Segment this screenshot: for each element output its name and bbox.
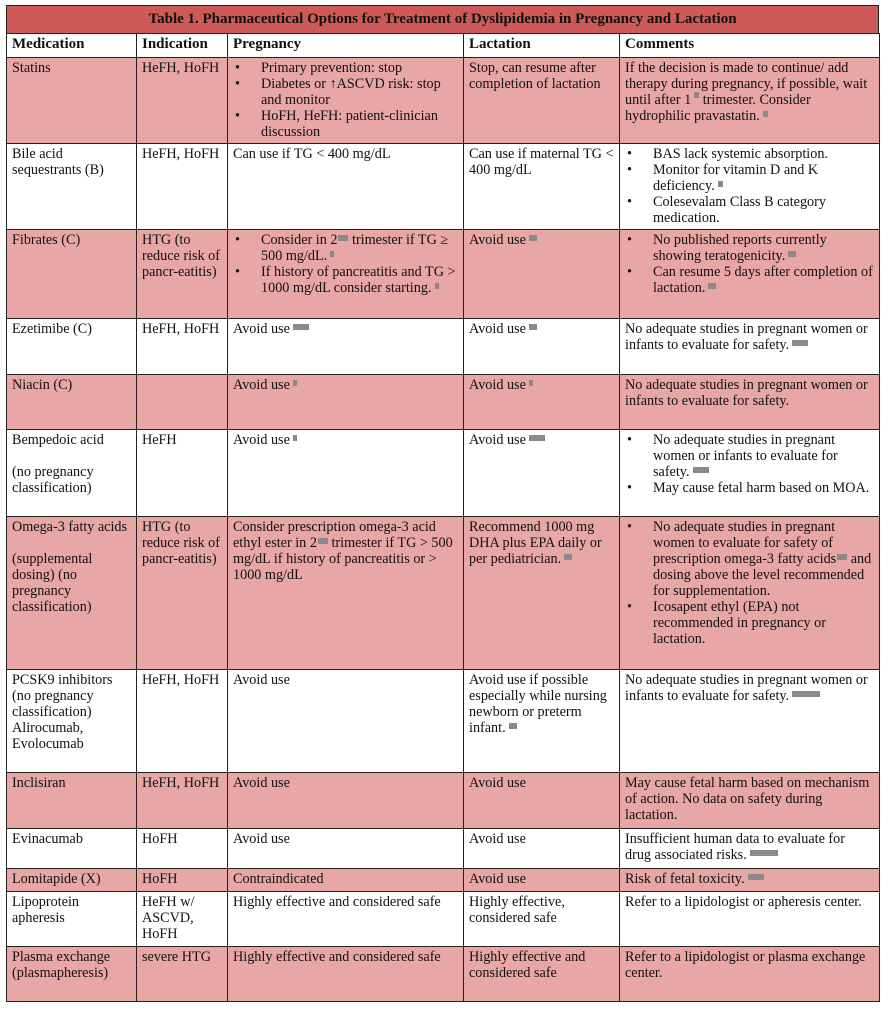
bullet-text: May cause fetal harm based on MOA. [653,480,870,496]
comment-text: Risk of fetal toxicity. [625,871,745,887]
bullet-text: Consider in 2 [261,232,338,248]
pregnancy-cell: Can use if TG < 400 mg/dL [228,144,464,230]
medication-name: Niacin (C) [12,377,73,393]
comments-cell [620,58,880,144]
comments-cell [620,829,880,869]
citation-mark [435,283,439,289]
comments-bullets [625,519,874,647]
header-row [7,34,880,58]
comment-text: trimester. Consider hydrophilic pravastatin. [625,92,811,124]
comments-bullets [625,432,874,496]
medication-name: Lomitapide (X) [12,871,101,887]
bullet-text: Colesevalam Class B category medication. [653,194,826,226]
comments-bullets [625,146,874,226]
citation-mark [693,467,709,473]
table-row-pcsk9-inhibitors [7,670,880,773]
bullet-item [625,162,874,194]
bullet-item [625,599,874,647]
medication-name: Bile acid sequestrants (B) [12,146,104,178]
indication-cell: HeFH w/ ASCVD, HoFH [137,892,228,947]
lactation-cell: Avoid use [464,869,620,892]
bullet-text: and dosing above the level recommended for supplementation. [653,551,872,599]
table-row-bempedoic-acid [7,430,880,517]
lactation-cell [464,430,620,517]
pharmaceutical-options-table [6,33,880,1002]
comment-text: No adequate studies in pregnant women or infants to evaluate for safety. [625,321,868,353]
pregnancy-cell [228,517,464,670]
lactation-cell: Avoid use [464,773,620,829]
pregnancy-text: trimester if TG > 500 mg/dL if history of pancreatitis or > 1000 mg/dL [233,535,453,583]
comments-cell [620,230,880,319]
bullet-item [625,432,874,480]
lactation-cell: Avoid use [464,829,620,869]
citation-mark [529,435,545,441]
citation-mark [792,691,820,697]
pregnancy-cell [228,430,464,517]
lactation-text: Avoid use [469,377,526,393]
table-row-statins [7,58,880,144]
lactation-cell: Can use if maternal TG < 400 mg/dL [464,144,620,230]
table-row-inclisiran [7,773,880,829]
indication-cell: HoFH [137,829,228,869]
medication-cell [7,829,137,869]
pregnancy-cell: Avoid use [228,773,464,829]
medication-classification: (supplemental dosing) (no pregnancy classification) [12,551,93,615]
citation-mark [748,874,764,880]
pregnancy-cell: Avoid use [228,670,464,773]
pregnancy-text: Avoid use [233,377,290,393]
medication-cell [7,144,137,230]
bullet-item [233,264,458,296]
table-row-ezetimibe [7,319,880,375]
bullet-text: No published reports currently showing teratogenicity. [653,232,827,264]
bullet-item [625,232,874,264]
lactation-cell [464,319,620,375]
citation-mark [718,181,723,187]
lactation-cell: Highly effective, considered safe [464,892,620,947]
medication-name: Lipoprotein apheresis [12,894,79,926]
indication-cell: HeFH, HoFH [137,144,228,230]
comments-cell [620,319,880,375]
bullet-item [625,480,874,496]
pregnancy-cell [228,319,464,375]
medication-cell [7,375,137,430]
bullet-text: Icosapent ethyl (EPA) not recommended in pregnancy or lactation. [653,599,826,647]
lactation-text: Avoid use [469,432,526,448]
header-medication: Medication [7,34,137,58]
pregnancy-cell: Highly effective and considered safe [228,892,464,947]
medication-name: Omega-3 fatty acids [12,519,128,535]
indication-cell: HeFH, HoFH [137,58,228,144]
bullet-text: No adequate studies in pregnant women to evaluate for safety of prescription omega-3 fatty acids [653,519,837,567]
comments-cell [620,144,880,230]
table-row-niacin [7,375,880,430]
medication-cell [7,230,137,319]
indication-cell: HoFH [137,869,228,892]
comments-cell [620,430,880,517]
bullet-item [625,264,874,296]
indication-cell: HTG (to reduce risk of pancr-eatitis) [137,230,228,319]
lactation-text: Avoid use [469,232,526,248]
medication-cell [7,670,137,773]
comments-cell: May cause fetal harm based on mechanism of action. No data on safety during lactation. [620,773,880,829]
citation-mark [529,235,537,241]
pregnancy-cell [228,58,464,144]
medication-cell [7,773,137,829]
comments-cell [620,670,880,773]
header-lactation: Lactation [464,34,620,58]
lactation-cell [464,517,620,670]
comment-text: Insufficient human data to evaluate for drug associated risks. [625,831,845,863]
indication-cell [137,375,228,430]
medication-cell [7,319,137,375]
bullet-text: No adequate studies in pregnant women or infants to evaluate for safety. [653,432,838,480]
indication-cell: HeFH, HoFH [137,773,228,829]
bullet-item [233,232,458,264]
comments-cell: Refer to a lipidologist or apheresis center. [620,892,880,947]
dyslipidemia-table-container [6,5,879,1002]
header-pregnancy: Pregnancy [228,34,464,58]
pregnancy-cell: Contraindicated [228,869,464,892]
citation-mark [788,251,796,257]
medication-name: Inclisiran [12,775,66,791]
comment-text: If the decision is made to continue/ add therapy during pregnancy, if possible, wait until after 1 [625,60,868,108]
medication-classification: (no pregnancy classification) [12,464,94,496]
lactation-cell: Highly effective and considered safe [464,947,620,1002]
medication-name: Ezetimibe (C) [12,321,92,337]
medication-cell [7,430,137,517]
bullet-text: If history of pancreatitis and TG > 1000 mg/dL consider starting. [261,264,456,296]
citation-mark [750,850,778,856]
bullet-text: Monitor for vitamin D and K deficiency. [653,162,819,194]
pregnancy-text: Avoid use [233,432,290,448]
citation-mark [837,554,847,560]
header-comments: Comments [620,34,880,58]
bullet-item [625,519,874,599]
indication-cell: HTG (to reduce risk of pancr-eatitis) [137,517,228,670]
indication-cell: HeFH, HoFH [137,319,228,375]
lactation-cell [464,670,620,773]
citation-mark [509,723,517,729]
lactation-cell: Stop, can resume after completion of lactation [464,58,620,144]
indication-cell: HeFH [137,430,228,517]
indication-cell: HeFH, HoFH [137,670,228,773]
pregnancy-text: Avoid use [233,321,290,337]
medication-cell [7,947,137,1002]
citation-mark [338,235,348,241]
pregnancy-cell [228,375,464,430]
bullet-item: • HoFH, HeFH: patient-clinician discussion [233,108,458,140]
table-row-evinacumab [7,829,880,869]
medication-cell [7,58,137,144]
table-row-bile-acid-sequestrants [7,144,880,230]
citation-mark [318,538,328,544]
citation-mark [330,251,334,257]
citation-mark [293,435,297,441]
table-row-omega-3 [7,517,880,670]
comments-cell [620,517,880,670]
table-row-fibrates [7,230,880,319]
citation-mark [763,111,768,117]
medication-cell [7,869,137,892]
indication-cell: severe HTG [137,947,228,1002]
table-title: Table 1. Pharmaceutical Options for Treatment of Dyslipidemia in Pregnancy and Lactation [6,5,879,33]
medication-name: Bempedoic acid [12,432,104,448]
citation-mark [708,283,716,289]
bullet-text: BAS lack systemic absorption. [653,146,828,162]
header-indication: Indication [137,34,228,58]
pregnancy-cell [228,230,464,319]
citation-mark [293,380,297,386]
medication-name: Evinacumab [12,831,83,847]
lactation-cell [464,375,620,430]
comments-cell: Refer to a lipidologist or plasma exchange center. [620,947,880,1002]
bullet-item: • Diabetes or ↑ASCVD risk: stop and monitor [233,76,458,108]
medication-name: Fibrates (C) [12,232,81,248]
comments-cell: No adequate studies in pregnant women or infants to evaluate for safety. [620,375,880,430]
bullet-text: trimester if TG ≥ 500 mg/dL. [261,232,449,264]
lactation-cell [464,230,620,319]
table-row-plasma-exchange [7,947,880,1002]
lactation-text: Avoid use if possible especially while nursing newborn or preterm infant. [469,672,607,736]
medication-name: Plasma exchange (plasmapheresis) [12,949,111,981]
table-row-lomitapide [7,869,880,892]
citation-mark [529,380,533,386]
citation-mark [293,324,309,330]
citation-mark [564,554,572,560]
citation-mark [792,340,808,346]
table-row-lipoprotein-apheresis [7,892,880,947]
medication-cell [7,517,137,670]
pregnancy-text: Consider prescription omega-3 acid ethyl ester in 2 [233,519,436,551]
citation-mark [529,324,537,330]
medication-cell [7,892,137,947]
pregnancy-bullets [233,232,458,296]
lactation-text: Avoid use [469,321,526,337]
medication-name: PCSK9 inhibitors (no pregnancy classification) Alirocumab, Evolocumab [12,672,113,752]
comment-text: No adequate studies in pregnant women or infants to evaluate for safety. [625,672,868,704]
comments-cell [620,869,880,892]
bullet-item [625,146,874,162]
bullet-item: • Primary prevention: stop [233,60,458,76]
pregnancy-bullets [233,60,458,140]
medication-name: Statins [12,60,51,76]
pregnancy-cell: Avoid use [228,829,464,869]
pregnancy-cell: Highly effective and considered safe [228,947,464,1002]
lactation-text: Recommend 1000 mg DHA plus EPA daily or per pediatrician. [469,519,602,567]
comments-bullets [625,232,874,296]
bullet-text: Can resume 5 days after completion of lactation. [653,264,873,296]
bullet-item [625,194,874,226]
